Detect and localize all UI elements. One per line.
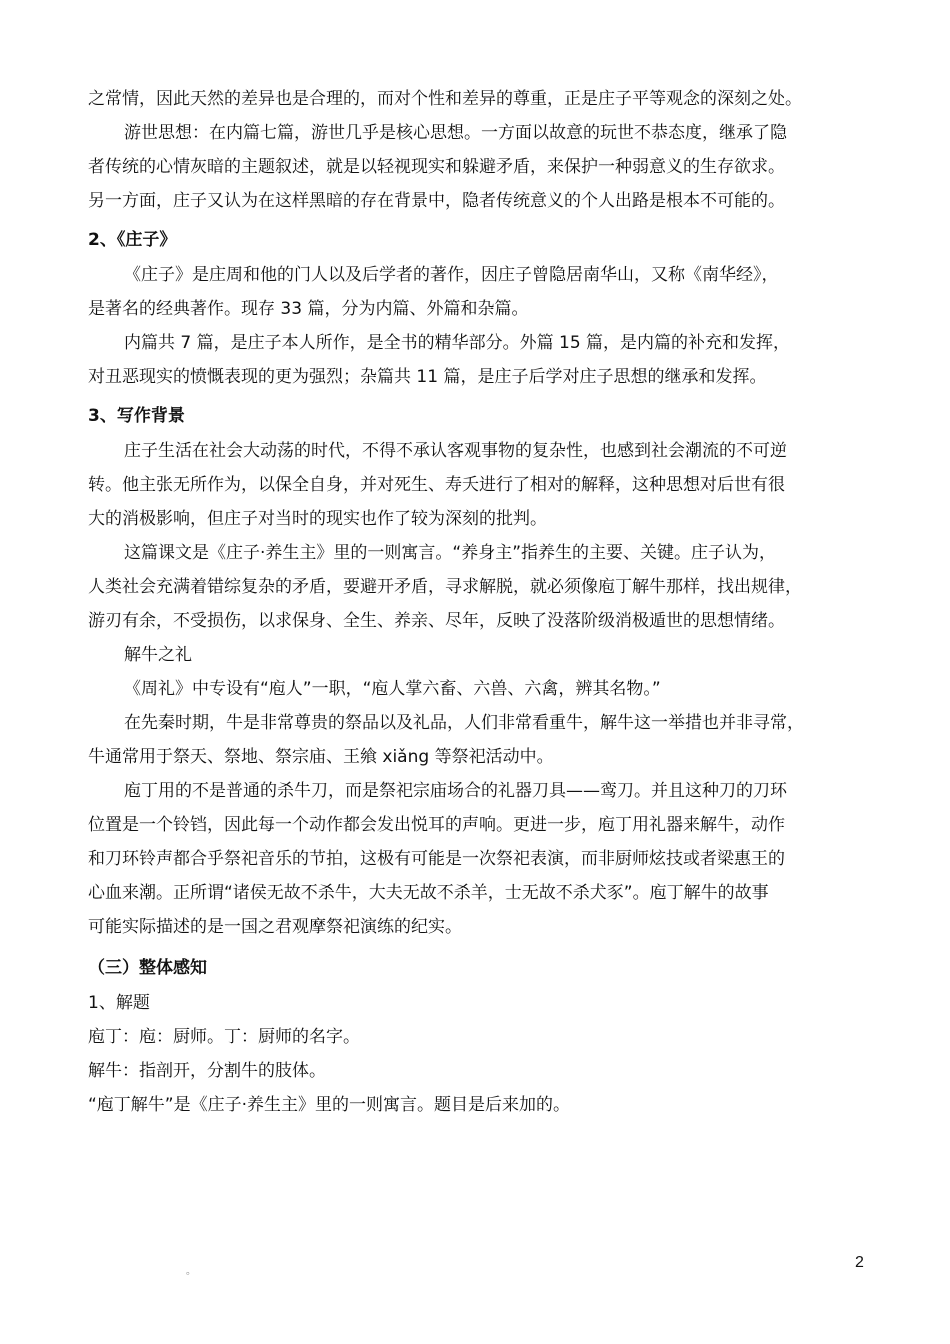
list-item: 1、解题 [88, 993, 150, 1013]
heading-zhuangzi-book: 2、《庄子》 [88, 230, 177, 250]
footer-mark: 。 [186, 1266, 196, 1277]
paragraph-line: 和刀环铃声都合乎祭祀音乐的节拍，这极有可能是一次祭祀表演，而非厨师炫技或者梁惠王的 [88, 849, 785, 869]
paragraph-line: 可能实际描述的是一国之君观摩祭祀演练的纪实。 [88, 917, 462, 937]
paragraph-line: 庄子生活在社会大动荡的时代，不得不承认客观事物的复杂性，也感到社会潮流的不可逆 [124, 441, 787, 461]
paragraph-line: 心血来潮。正所谓“诸侯无故不杀牛，大夫无故不杀羊，士无故不杀犬豕”。庖丁解牛的故事 [88, 883, 769, 903]
list-item: 解牛：指剖开，分割牛的肢体。 [88, 1061, 326, 1081]
page-number: 2 [855, 1254, 864, 1271]
paragraph-line: 者传统的心情灰暗的主题叙述，就是以轻视现实和躲避矛盾，来保护一种弱意义的生存欲求。 [88, 157, 785, 177]
paragraph-line: 游刃有余，不受损伤，以求保身、全生、养亲、尽年，反映了没落阶级消极遁世的思想情绪。 [88, 611, 785, 631]
paragraph-line: 牛通常用于祭天、祭地、祭宗庙、王飨 xiǎng 等祭祀活动中。 [88, 747, 554, 767]
document-body [88, 82, 868, 1122]
paragraph-line: 内篇共 7 篇，是庄子本人所作，是全书的精华部分。外篇 15 篇，是内篇的补充和发挥， [124, 333, 791, 353]
paragraph-line: 是著名的经典著作。现存 33 篇，分为内篇、外篇和杂篇。 [88, 299, 529, 319]
paragraph-line: 之常情，因此天然的差异也是合理的，而对个性和差异的尊重，正是庄子平等观念的深刻之处。 [88, 89, 802, 109]
paragraph-line: 另一方面，庄子又认为在这样黑暗的存在背景中，隐者传统意义的个人出路是根本不可能的。 [88, 191, 785, 211]
list-item: “庖丁解牛”是《庄子·养生主》里的一则寓言。题目是后来加的。 [88, 1095, 571, 1115]
paragraph-line: 这篇课文是《庄子·养生主》里的一则寓言。“养身主”指养生的主要、关键。庄子认为， [124, 543, 777, 563]
heading-writing-background: 3、写作背景 [88, 406, 185, 426]
paragraph-line: 大的消极影响，但庄子对当时的现实也作了较为深刻的批判。 [88, 509, 547, 529]
paragraph-line: 《周礼》中专设有“庖人”一职，“庖人掌六畜、六兽、六禽，辨其名物。” [124, 679, 661, 699]
paragraph-line: 解牛之礼 [124, 645, 192, 665]
paragraph-line: 对丑恶现实的愤慨表现的更为强烈；杂篇共 11 篇，是庄子后学对庄子思想的继承和发挥。 [88, 367, 767, 387]
paragraph-line: 庖丁用的不是普通的杀牛刀，而是祭祀宗庙场合的礼器刀具——鸾刀。并且这种刀的刀环 [124, 781, 787, 801]
heading-overall-perception: （三）整体感知 [88, 958, 207, 978]
paragraph-line: 位置是一个铃铛，因此每一个动作都会发出悦耳的声响。更进一步，庖丁用礼器来解牛，动作 [88, 815, 785, 835]
list-item: 庖丁：庖：厨师。丁：厨师的名字。 [88, 1027, 360, 1047]
paragraph-line: 《庄子》是庄周和他的门人以及后学者的著作，因庄子曾隐居南华山，又称《南华经》， [124, 265, 779, 285]
paragraph-line: 转。他主张无所作为，以保全自身，并对死生、寿夭进行了相对的解释，这种思想对后世有很 [88, 475, 785, 495]
paragraph-line: 游世思想：在内篇七篇，游世几乎是核心思想。一方面以故意的玩世不恭态度，继承了隐 [124, 123, 787, 143]
paragraph-line: 人类社会充满着错综复杂的矛盾，要避开矛盾，寻求解脱，就必须像庖丁解牛那样，找出规律， [88, 577, 802, 597]
paragraph-line: 在先秦时期，牛是非常尊贵的祭品以及礼品，人们非常看重牛，解牛这一举措也并非寻常， [124, 713, 804, 733]
